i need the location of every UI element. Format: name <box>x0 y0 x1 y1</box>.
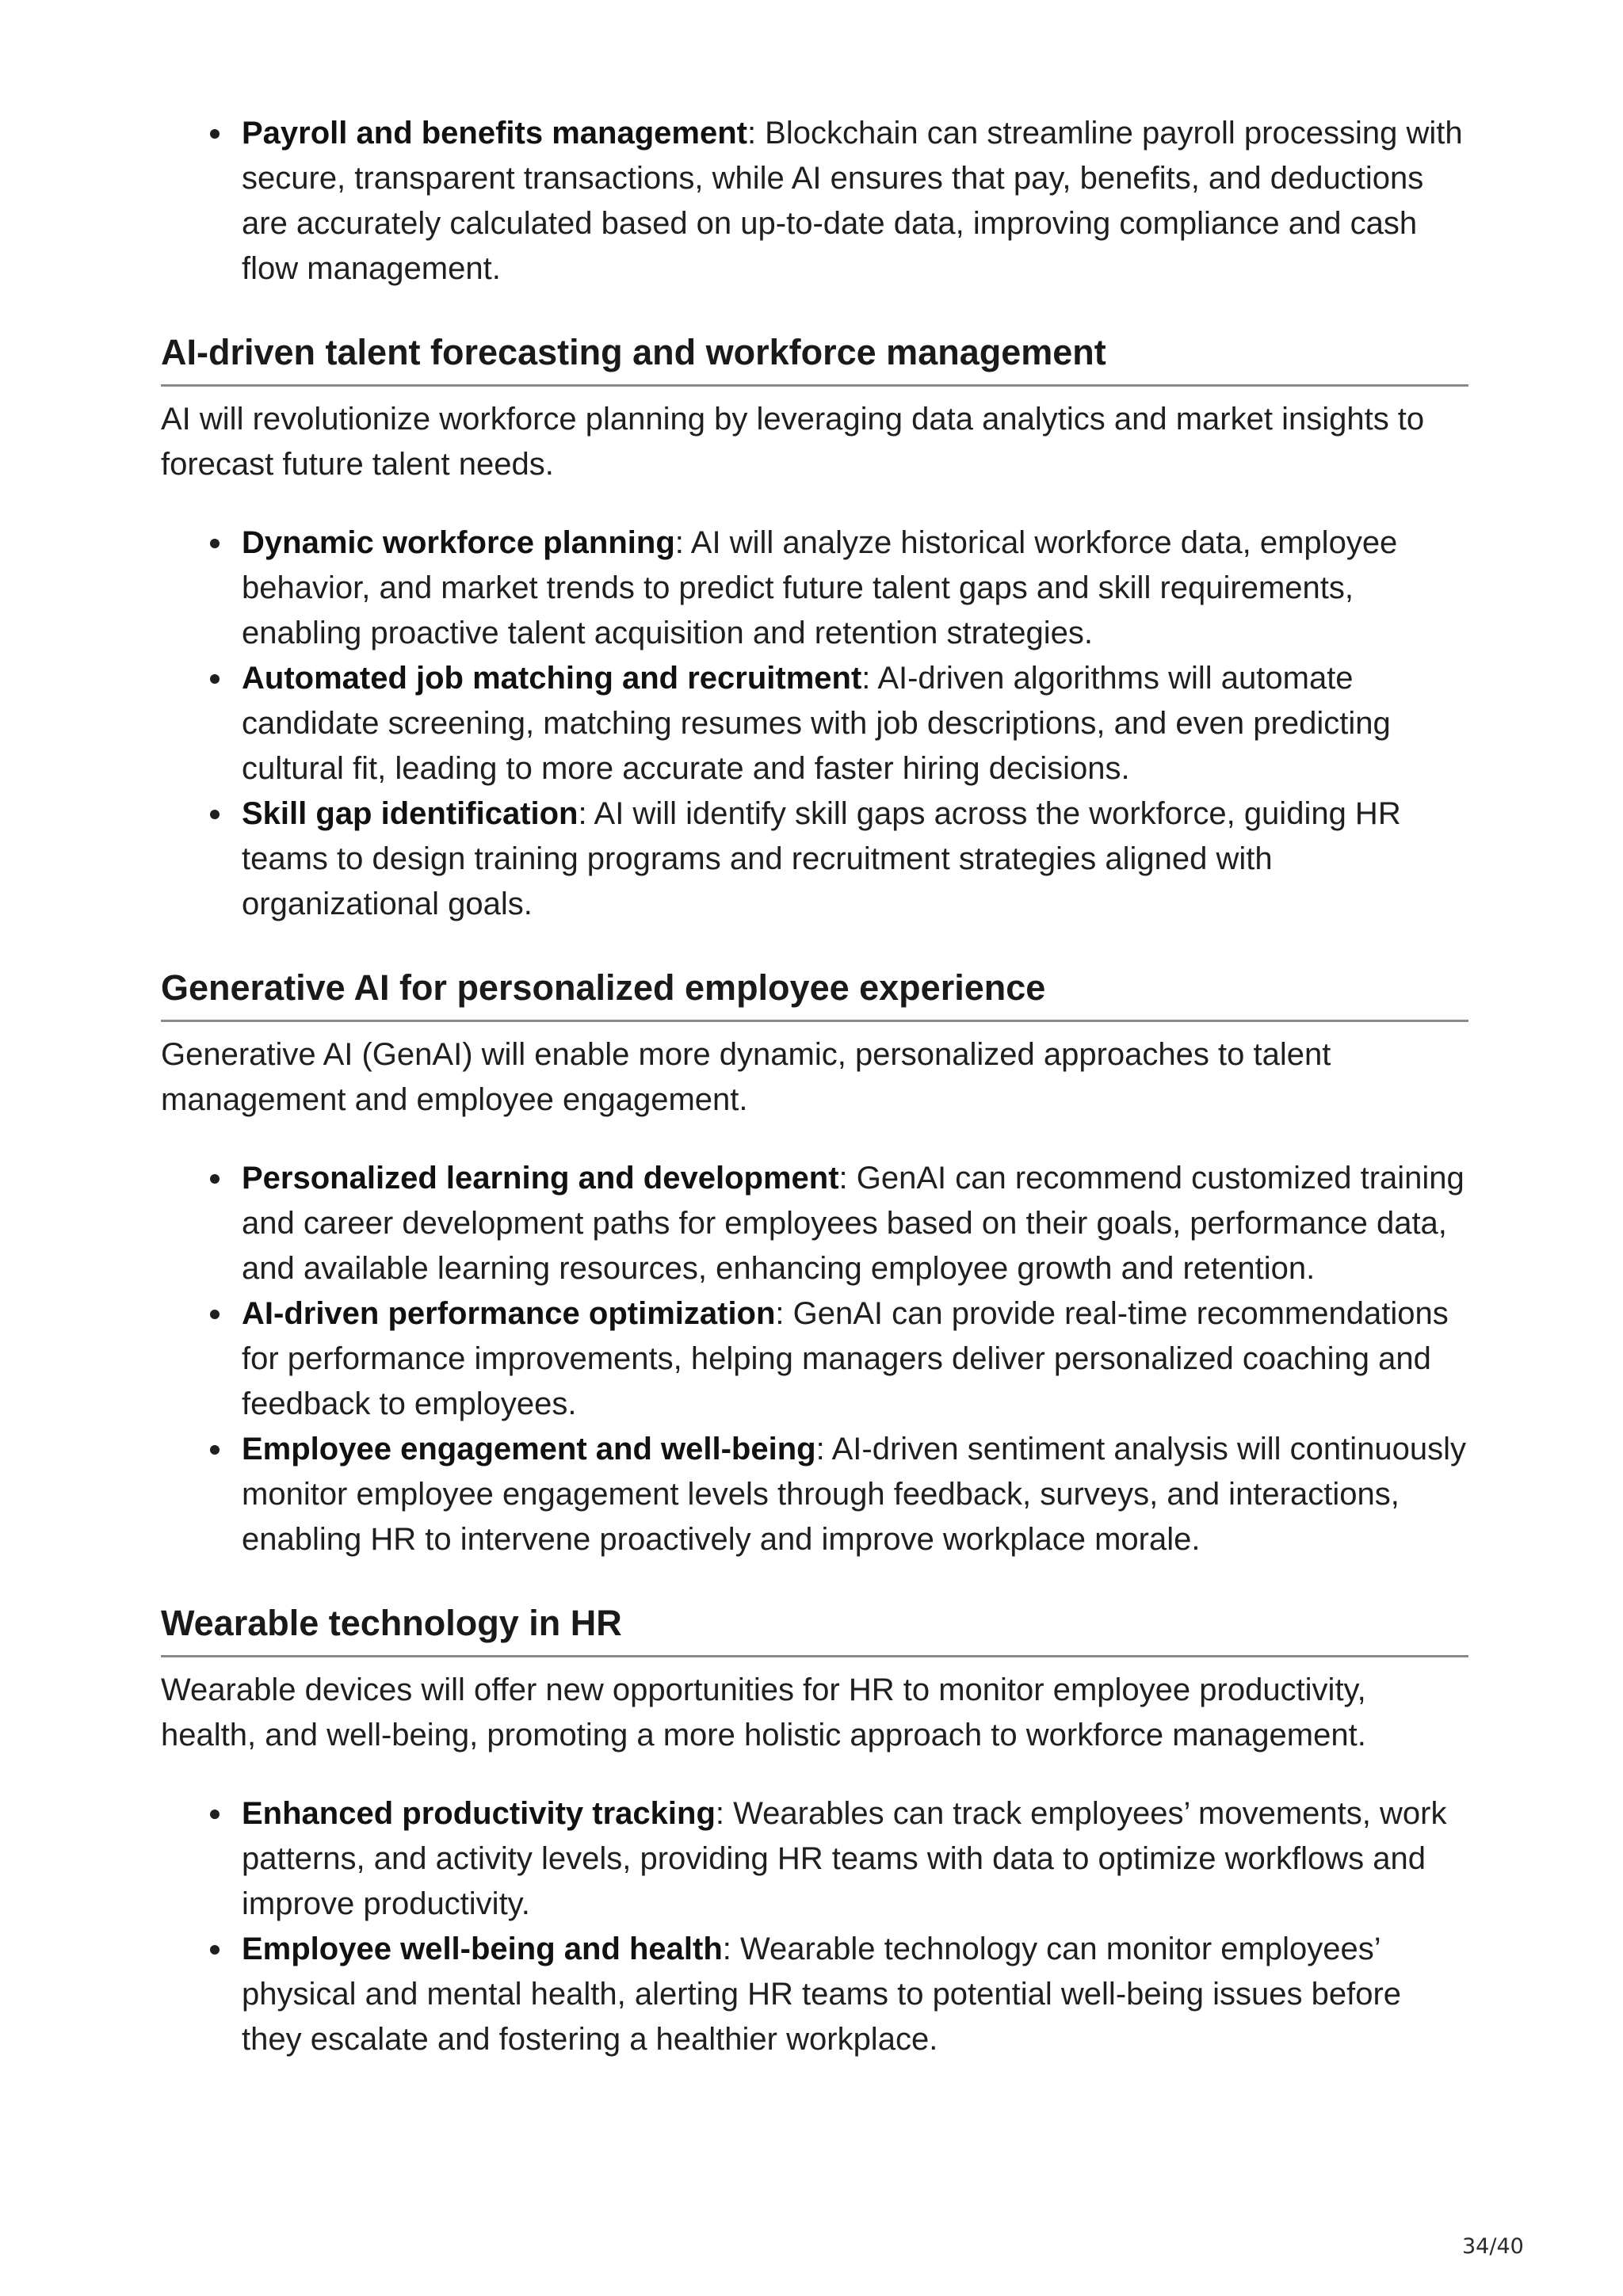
bullet-list-talent-forecasting <box>161 521 1468 927</box>
bullet-list-payroll <box>161 111 1468 292</box>
list-item <box>242 1156 1468 1291</box>
list-item-text: : AI-driven sentiment analysis will continuously monitor employee engagement levels through feedback, surveys, and interactions, enabling HR to intervene proactively and improve workplace morale. <box>242 1432 1466 1557</box>
list-item-term: Dynamic workforce planning <box>242 525 675 560</box>
list-item-text: : Blockchain can streamline payroll processing with secure, transparent transactions, while AI ensures that pay, benefits, and deductions are accurately calculated based on up-to-date data, improving compliance and cash flow management. <box>242 116 1463 286</box>
page-number: 34/40 <box>1462 2234 1524 2259</box>
section-intro: Generative AI (GenAI) will enable more dynamic, personalized approaches to talent management and employee engagement. <box>161 1037 1331 1117</box>
list-item-term: Personalized learning and development <box>242 1161 839 1196</box>
section-heading-generative-ai: Generative AI for personalized employee experience <box>161 964 1468 1022</box>
list-item <box>242 1791 1468 1927</box>
list-item-text: : GenAI can provide real-time recommendations for performance improvements, helping managers deliver personalized coaching and feedback to employees. <box>242 1296 1449 1421</box>
section-intro: Wearable devices will offer new opportunities for HR to monitor employee productivity, health, and well-being, promoting a more holistic approach to workforce management. <box>161 1672 1366 1753</box>
list-item-text: : AI-driven algorithms will automate candidate screening, matching resumes with job descriptions, and even predicting cultural fit, leading to more accurate and faster hiring decisions. <box>242 661 1391 786</box>
section-heading-talent-forecasting: AI-driven talent forecasting and workforce management <box>161 329 1468 387</box>
page-content <box>161 111 1468 2062</box>
list-item-text: : AI will identify skill gaps across the workforce, guiding HR teams to design training programs and recruitment strategies aligned with organizational goals. <box>242 796 1401 921</box>
list-item-text: : Wearables can track employees’ movements, work patterns, and activity levels, providing HR teams with data to optimize workflows and improve productivity. <box>242 1796 1447 1921</box>
list-item <box>242 656 1468 791</box>
list-item <box>242 791 1468 927</box>
bullet-list-generative-ai <box>161 1156 1468 1562</box>
list-item-term: Employee well-being and health <box>242 1932 723 1966</box>
list-item <box>242 1927 1468 2062</box>
list-item <box>242 1427 1468 1562</box>
list-item-term: Enhanced productivity tracking <box>242 1796 716 1831</box>
list-item <box>242 1291 1468 1427</box>
list-item-text: : Wearable technology can monitor employees’ physical and mental health, alerting HR teams to potential well-being issues before they escalate and fostering a healthier workplace. <box>242 1932 1402 2057</box>
list-item-text: : AI will analyze historical workforce data, employee behavior, and market trends to predict future talent gaps and skill requirements, enabling proactive talent acquisition and retention strategies. <box>242 525 1398 650</box>
list-item-term: Skill gap identification <box>242 796 579 831</box>
list-item-term: Payroll and benefits management <box>242 116 747 151</box>
bullet-list-wearable-technology <box>161 1791 1468 2062</box>
list-item-term: AI-driven performance optimization <box>242 1296 776 1331</box>
list-item-text: : GenAI can recommend customized training and career development paths for employees based on their goals, performance data, and available learning resources, enhancing employee growth and retention. <box>242 1161 1465 1286</box>
list-item-term: Employee engagement and well-being <box>242 1432 816 1466</box>
list-item <box>242 521 1468 656</box>
section-heading-wearable-technology: Wearable technology in HR <box>161 1600 1468 1657</box>
list-item-term: Automated job matching and recruitment <box>242 661 862 696</box>
section-intro: AI will revolutionize workforce planning by leveraging data analytics and market insights to forecast future talent needs. <box>161 402 1425 482</box>
list-item <box>242 111 1468 292</box>
